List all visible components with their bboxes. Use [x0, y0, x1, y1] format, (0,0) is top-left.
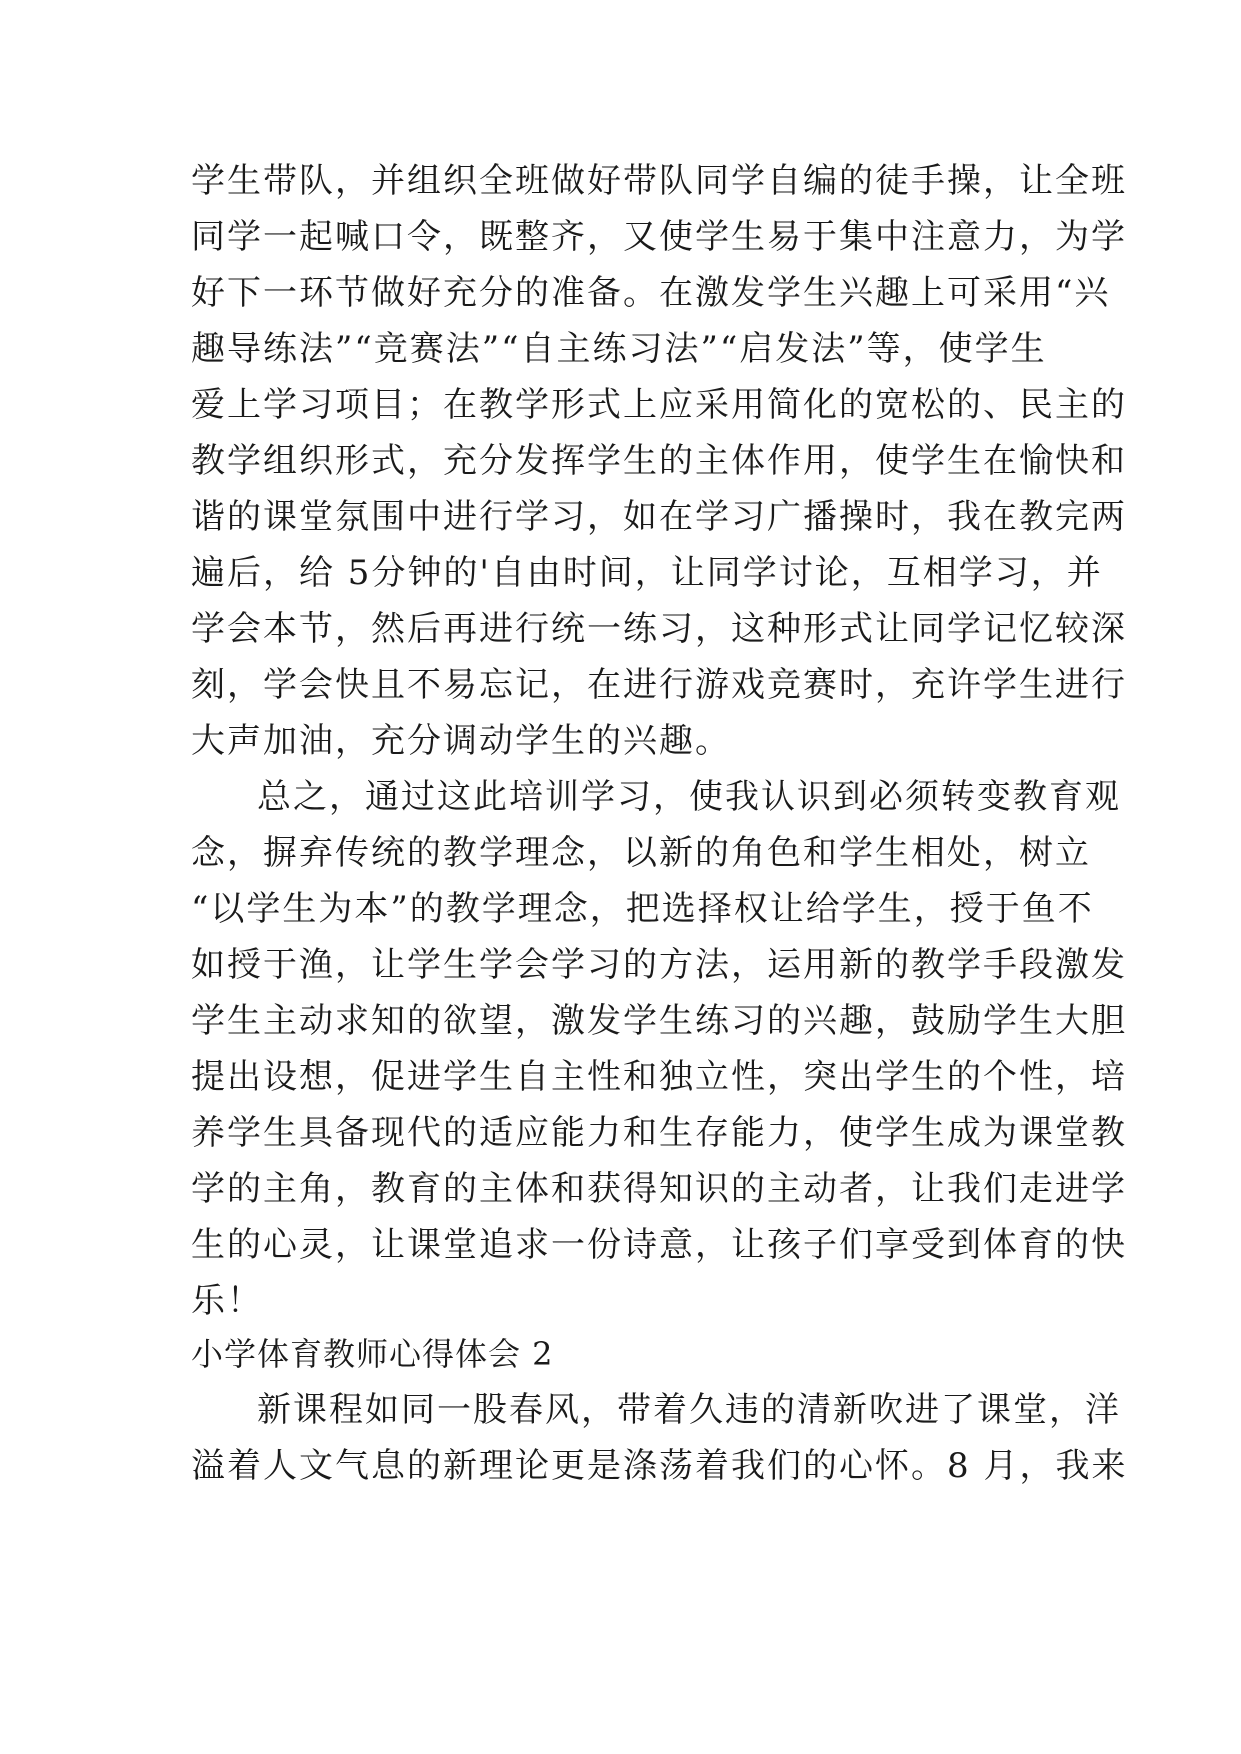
- text-line: 同学一起喊口令，既整齐，又使学生易于集中注意力，为学: [191, 217, 1127, 257]
- text-line: 学的主角，教育的主体和获得知识的主动者，让我们走进学: [191, 1169, 1127, 1209]
- text-line: 如授于渔，让学生学会学习的方法，运用新的教学手段激发: [191, 945, 1127, 985]
- paragraph-3: [191, 1386, 1128, 1491]
- text-line: 谐的课堂氛围中进行学习，如在学习广播操时，我在教完两: [191, 497, 1127, 537]
- text-line: 大声加油，充分调动学生的兴趣。: [191, 721, 731, 761]
- text-line: “以学生为本”的教学理念，把选择权让给学生，授于鱼不: [191, 889, 1094, 929]
- text-line: 提出设想，促进学生自主性和独立性，突出学生的个性，培: [191, 1057, 1127, 1097]
- text-line-indented: 新课程如同一股春风，带着久违的清新吹进了课堂，洋: [257, 1390, 1121, 1430]
- text-line: 溢着人文气息的新理论更是涤荡着我们的心怀。8 月，我来: [191, 1446, 1128, 1486]
- document-body: [191, 157, 1128, 1491]
- text-line: 养学生具备现代的适应能力和生存能力，使学生成为课堂教: [191, 1113, 1127, 1153]
- text-line-indented: 总之，通过这此培训学习，使我认识到必须转变教育观: [257, 777, 1121, 817]
- text-line: 学生主动求知的欲望，激发学生练习的兴趣，鼓励学生大胆: [191, 1001, 1127, 1041]
- text-line: 生的心灵，让课堂追求一份诗意，让孩子们享受到体育的快: [191, 1225, 1127, 1265]
- text-line: 教学组织形式，充分发挥学生的主体作用，使学生在愉快和: [191, 441, 1127, 481]
- text-line: 学会本节，然后再进行统一练习，这种形式让同学记忆较深: [191, 609, 1127, 649]
- section-heading: 小学体育教师心得体会 2: [191, 1335, 554, 1373]
- paragraph-2: [191, 773, 1127, 1326]
- text-line: 遍后，给 5分钟的'自由时间，让同学讨论，互相学习，并: [191, 553, 1103, 593]
- text-line: 学生带队，并组织全班做好带队同学自编的徒手操，让全班: [191, 161, 1127, 201]
- text-line: 乐！: [191, 1281, 263, 1321]
- paragraph-1: [191, 157, 1127, 773]
- text-line: 念，摒弃传统的教学理念，以新的角色和学生相处，树立: [191, 833, 1091, 873]
- text-line: 好下一环节做好充分的准备。在激发学生兴趣上可采用“兴: [191, 273, 1111, 313]
- text-line: 爱上学习项目；在教学形式上应采用简化的宽松的、民主的: [191, 385, 1127, 425]
- text-line: 趣导练法”“竞赛法”“自主练习法”“启发法”等，使学生: [191, 329, 1047, 369]
- text-line: 刻，学会快且不易忘记，在进行游戏竞赛时，充许学生进行: [191, 665, 1127, 705]
